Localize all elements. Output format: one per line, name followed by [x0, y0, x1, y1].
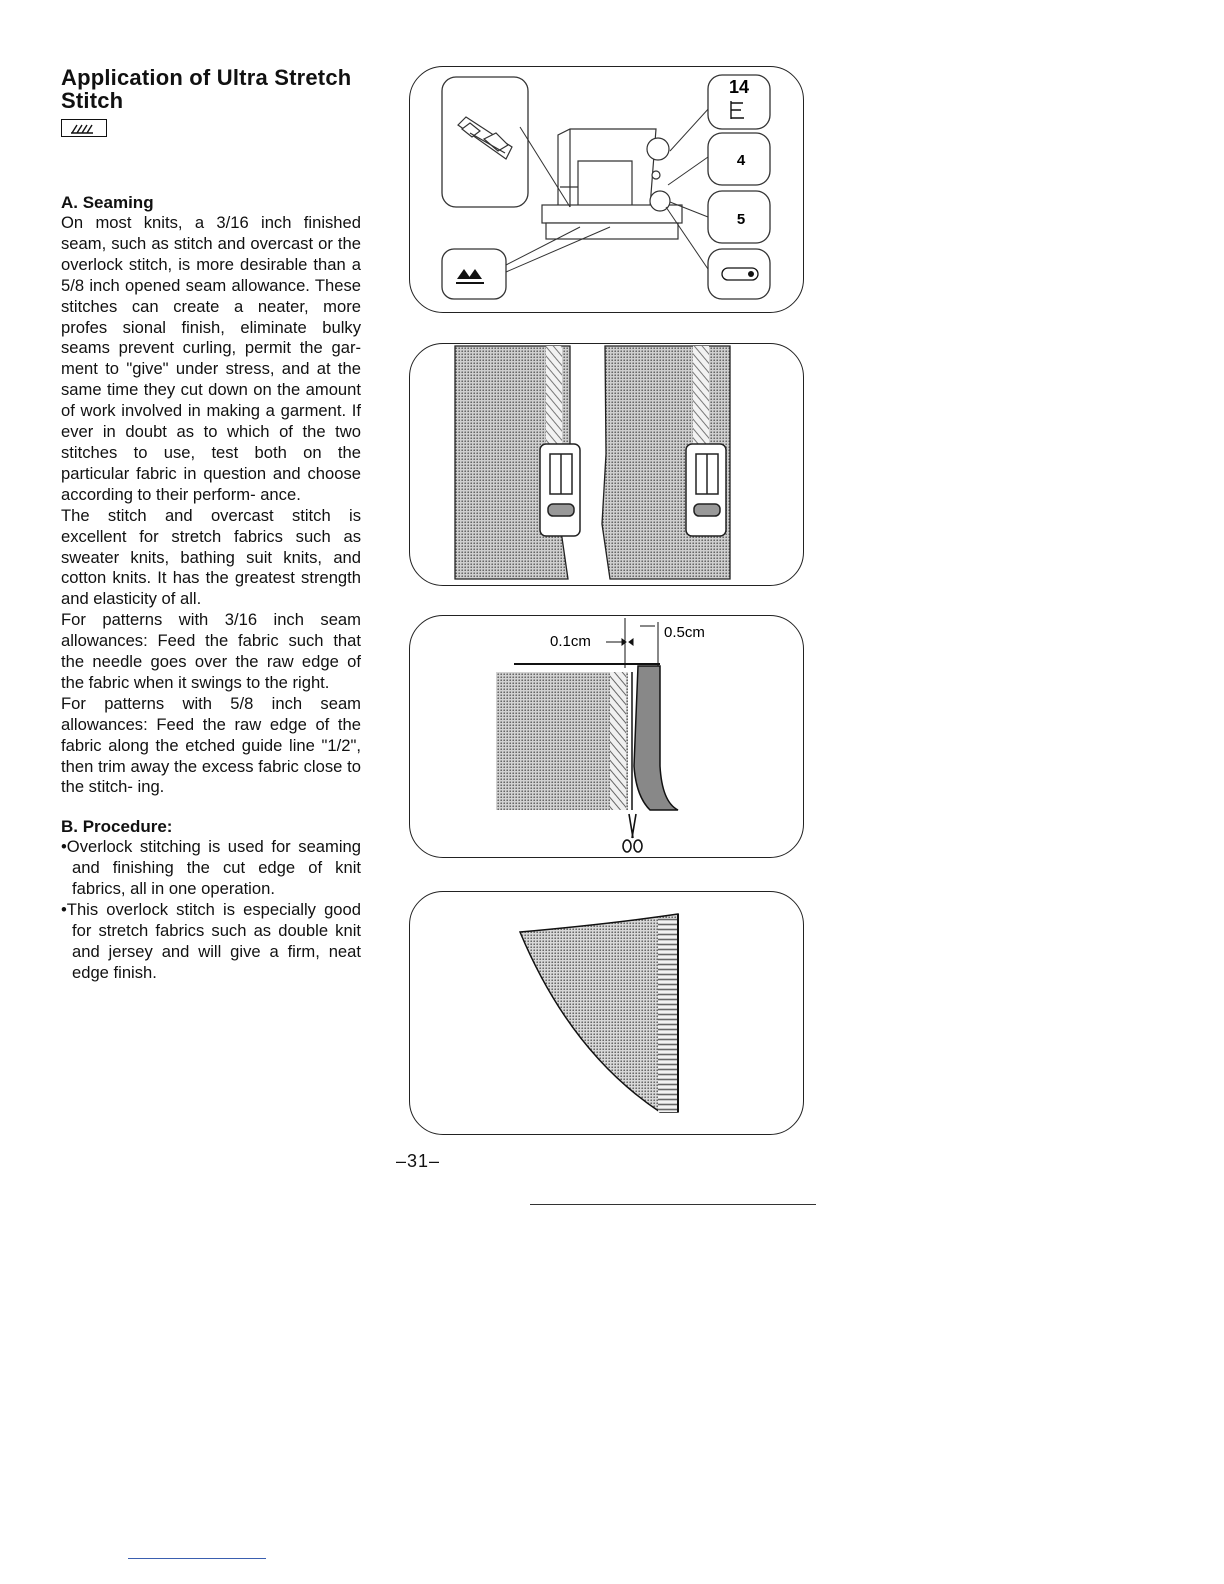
dimension-label-right: 0.5cm — [664, 624, 705, 641]
procedure-bullet: •This overlock stitch is especially good for stretch fabrics such as double knit and jersey and will give a firm, neat edge finish. — [61, 900, 361, 982]
seaming-paragraph: The stitch and overcast stitch is excellent for stretch fabrics such as sweater knits, bathing suit knits, and cotton knits. It has the greatest strength and elasticity of all. — [61, 505, 361, 609]
scissors-icon — [623, 814, 642, 852]
stitch-width-value: 5 — [736, 211, 746, 228]
figure-machine-settings — [409, 66, 804, 313]
seaming-paragraph: For patterns with 3/16 inch seam allowances: Feed the fabric such that the needle goes over the raw edge of the fabric when it swings to the right. — [61, 610, 361, 692]
presser-foot-right — [686, 444, 726, 536]
overlock-edge-stitch — [658, 918, 678, 1112]
seaming-heading: A. Seaming — [61, 193, 154, 212]
seaming-paragraph: On most knits, a 3/16 inch finished seam, such as stitch and overcast or the overlock stitch, is more desirable than a 5/8 inch opened seam allowance. These stitches can create a neater, more profes sional finish, eliminate bulky seams prevent curling, permit the gar- ment to "give" under stress, and at the same time they cut down on the amount of work involved in making a garment. If ever in doubt as to which of the two stitches to use, test both on the particular fabric in question and choose according to their perform- ance. — [61, 213, 361, 504]
pattern-number: 14 — [728, 77, 750, 97]
ultra-stretch-stitch-icon — [61, 119, 107, 137]
bottom-rule — [128, 1558, 266, 1559]
fabric-finished — [520, 914, 678, 1112]
page-title: Application of Ultra Stretch Stitch — [61, 65, 352, 113]
procedure-heading: B. Procedure: — [61, 817, 173, 837]
seaming-paragraph: For patterns with 5/8 inch seam allowances: Feed the raw edge of the fabric along the etched guide line "1/2", then trim away the excess fabric close to the stitch- ing. — [61, 693, 361, 797]
stitch-length-value: 4 — [736, 152, 746, 169]
dimension-label-left: 0.1cm — [550, 633, 591, 650]
figure-fabric-feed — [409, 343, 804, 586]
page-number: –31– — [396, 1151, 441, 1171]
procedure-bullet: •Overlock stitching is used for seaming and finishing the cut edge of knit fabrics, all in one operation. — [61, 837, 361, 899]
figure-seam-trim — [409, 615, 804, 858]
text-column — [61, 66, 361, 984]
footer-rule — [530, 1204, 816, 1205]
presser-foot-left — [540, 444, 580, 536]
fabric-main — [496, 672, 628, 810]
seam-allowance-flap — [634, 666, 678, 810]
figure-finished-edge — [409, 891, 804, 1135]
sewing-machine-icon — [542, 129, 682, 239]
